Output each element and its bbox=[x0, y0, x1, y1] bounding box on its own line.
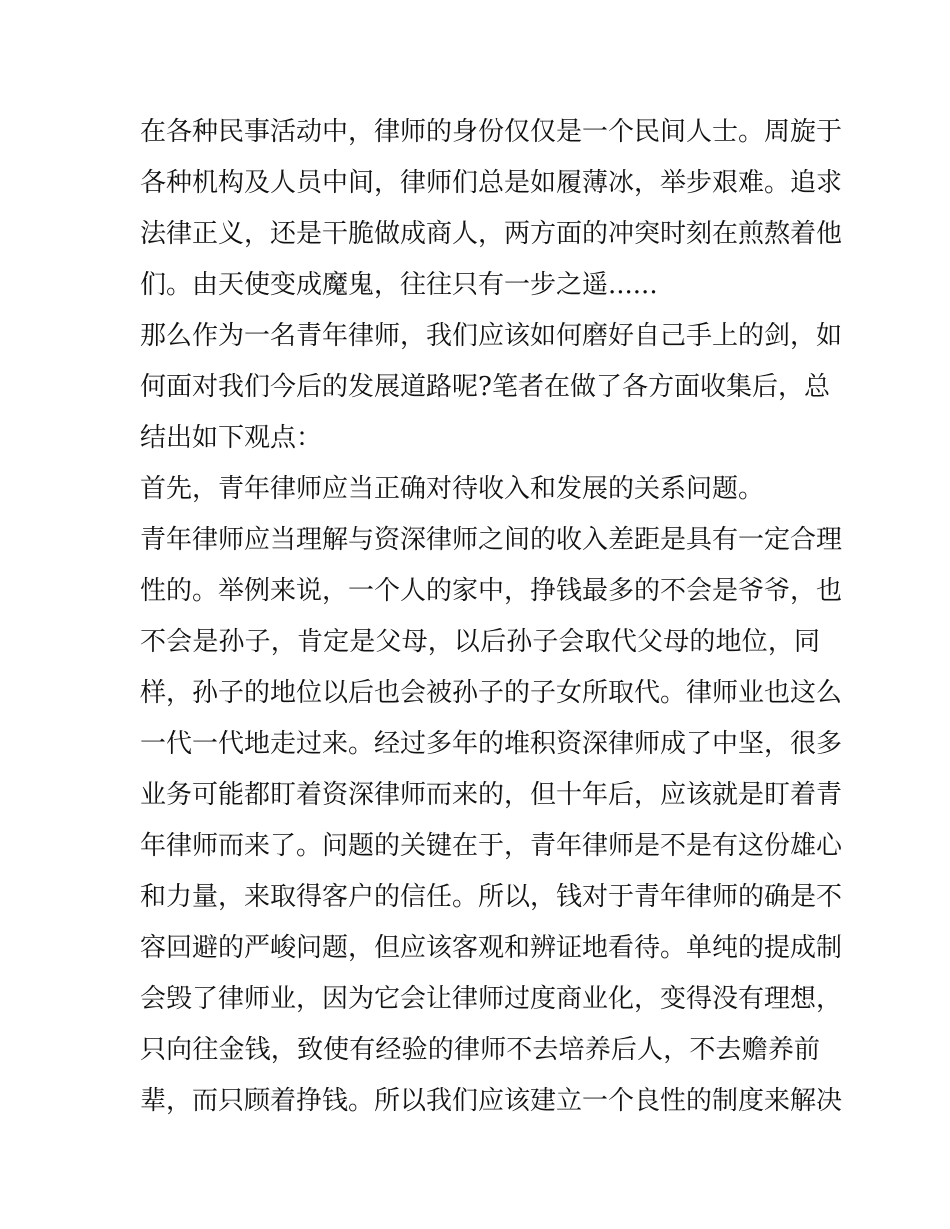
text-line: 们。由天使变成魔鬼，往往只有一步之遥...... bbox=[140, 270, 658, 300]
text-line: 只向往金钱，致使有经验的律师不去培养后人，不去赡养前 bbox=[140, 1035, 820, 1065]
text-line: 法律正义，还是干脆做成商人，两方面的冲突时刻在煎熬着他 bbox=[140, 219, 843, 249]
text-line: 何面对我们今后的发展道路呢?笔者在做了各方面收集后，总 bbox=[140, 372, 830, 402]
text-line: 一代一代地走过来。经过多年的堆积资深律师成了中坚，很多 bbox=[140, 729, 843, 759]
text-line: 不会是孙子，肯定是父母，以后孙子会取代父母的地位，同 bbox=[140, 627, 820, 657]
text-line: 首先，青年律师应当正确对待收入和发展的关系问题。 bbox=[140, 474, 765, 504]
text-line: 各种机构及人员中间，律师们总是如履薄冰，举步艰难。追求 bbox=[140, 168, 843, 198]
text-line: 样，孙子的地位以后也会被孙子的子女所取代。律师业也这么 bbox=[140, 678, 843, 708]
text-line: 青年律师应当理解与资深律师之间的收入差距是具有一定合理 bbox=[140, 525, 843, 555]
text-line: 业务可能都盯着资深律师而来的，但十年后，应该就是盯着青 bbox=[140, 780, 843, 810]
body-text bbox=[140, 107, 843, 1127]
text-line: 和力量，来取得客户的信任。所以，钱对于青年律师的确是不 bbox=[140, 882, 843, 912]
text-line: 在各种民事活动中，律师的身份仅仅是一个民间人士。周旋于 bbox=[140, 117, 843, 147]
text-line: 年律师而来了。问题的关键在于，青年律师是不是有这份雄心 bbox=[140, 831, 843, 861]
text-line: 容回避的严峻问题，但应该客观和辨证地看待。单纯的提成制 bbox=[140, 933, 843, 963]
text-line: 那么作为一名青年律师，我们应该如何磨好自己手上的剑，如 bbox=[140, 321, 843, 351]
text-line: 会毁了律师业，因为它会让律师过度商业化，变得没有理想， bbox=[140, 984, 843, 1014]
text-line: 辈，而只顾着挣钱。所以我们应该建立一个良性的制度来解决 bbox=[140, 1086, 843, 1116]
text-line: 结出如下观点： bbox=[140, 423, 323, 453]
text-line: 性的。举例来说，一个人的家中，挣钱最多的不会是爷爷，也 bbox=[140, 576, 843, 606]
